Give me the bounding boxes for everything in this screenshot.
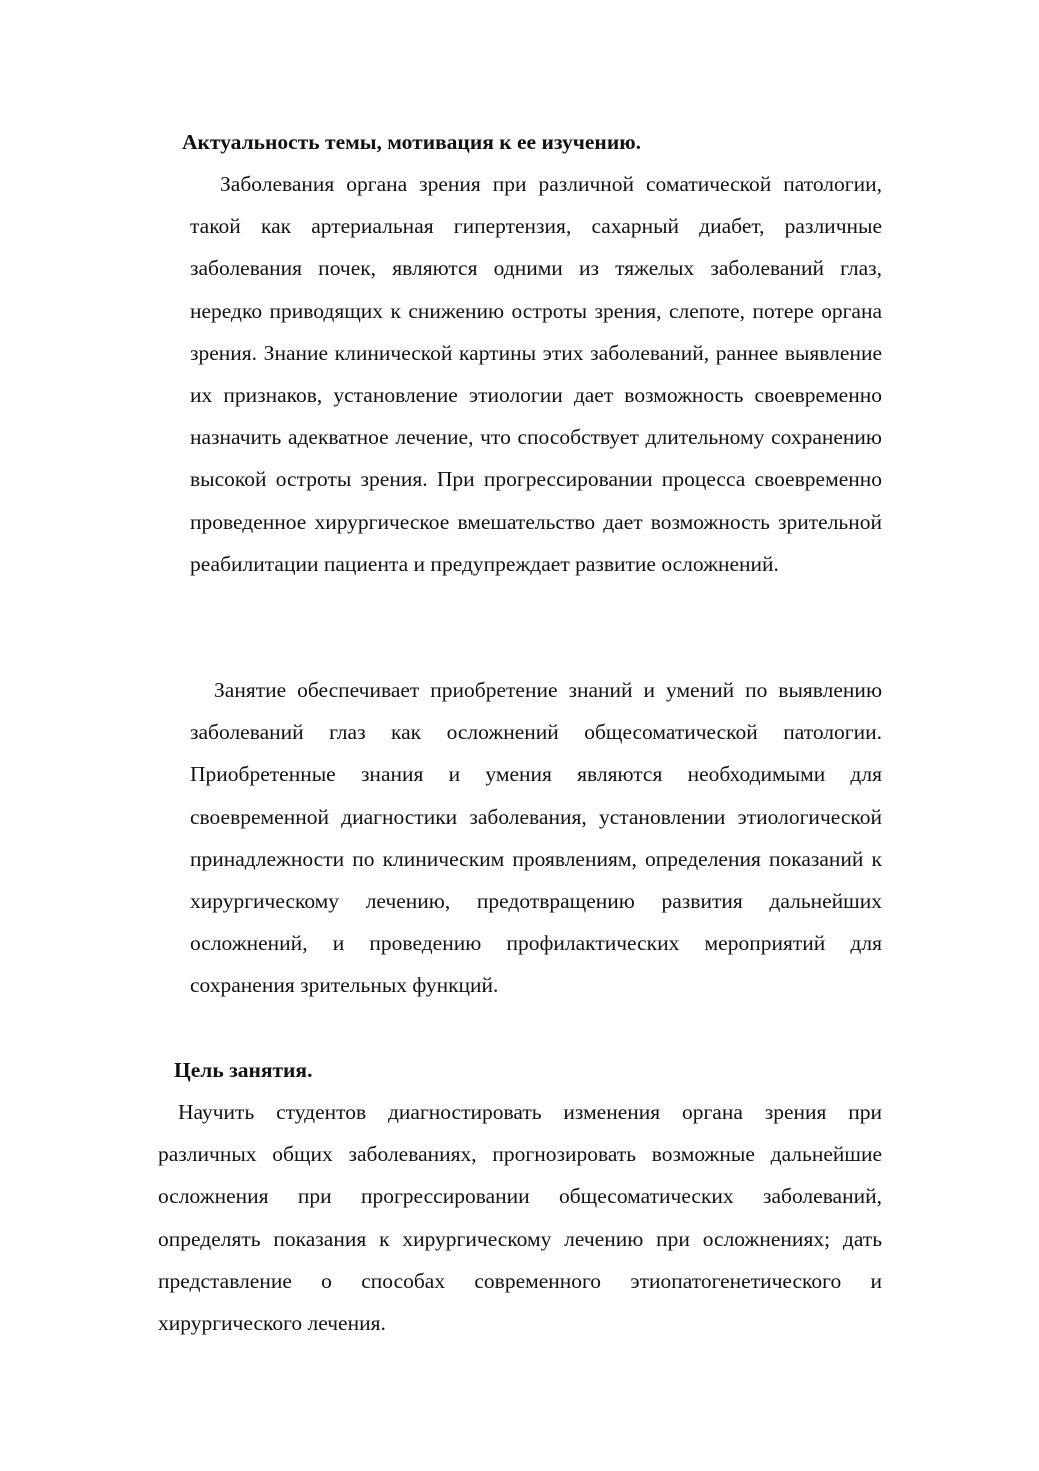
paragraph-lesson-provides: Занятие обеспечивает приобретение знаний и умений по выявлению заболеваний глаз как осложнений общесоматической патологии. Приобретенные знания и умения являются необходимыми для своевременной диагностики заболевания, установлении этиологической принадлежности по клиническим проявлениям, определения показаний к хирургическому лечению, предотвращению развития дальнейших осложнений, и проведению профилактических мероприятий для сохранения зрительных функций.	[190, 678, 882, 998]
section-heading-goal: Цель занятия.	[174, 1058, 313, 1082]
section-heading-relevance: Актуальность темы, мотивация к ее изучению.	[182, 130, 642, 154]
paragraph-relevance: Заболевания органа зрения при различной соматической патологии, такой как артериальная гипертензия, сахарный диабет, различные заболевания почек, являются одними из тяжелых заболеваний глаз, нередко приводящих к снижению остроты зрения, слепоте, потере органа зрения. Знание клинической картины этих заболеваний, раннее выявление их признаков, установление этиологии дает возможность своевременно назначить адекватное лечение, что способствует длительному сохранению высокой остроты зрения. При прогрессировании процесса своевременно проведенное хирургическое вмешательство дает возможность зрительной реабилитации пациента и предупреждает развитие осложнений.	[190, 172, 882, 576]
paragraph-goal: Научить студентов диагностировать изменения органа зрения при различных общих заболеваниях, прогнозировать возможные дальнейшие осложнения при прогрессировании общесоматических заболеваний, определять показания к хирургическому лечению при осложнениях; дать представление о способах современного этиопатогенетического и хирургического лечения.	[158, 1100, 882, 1336]
